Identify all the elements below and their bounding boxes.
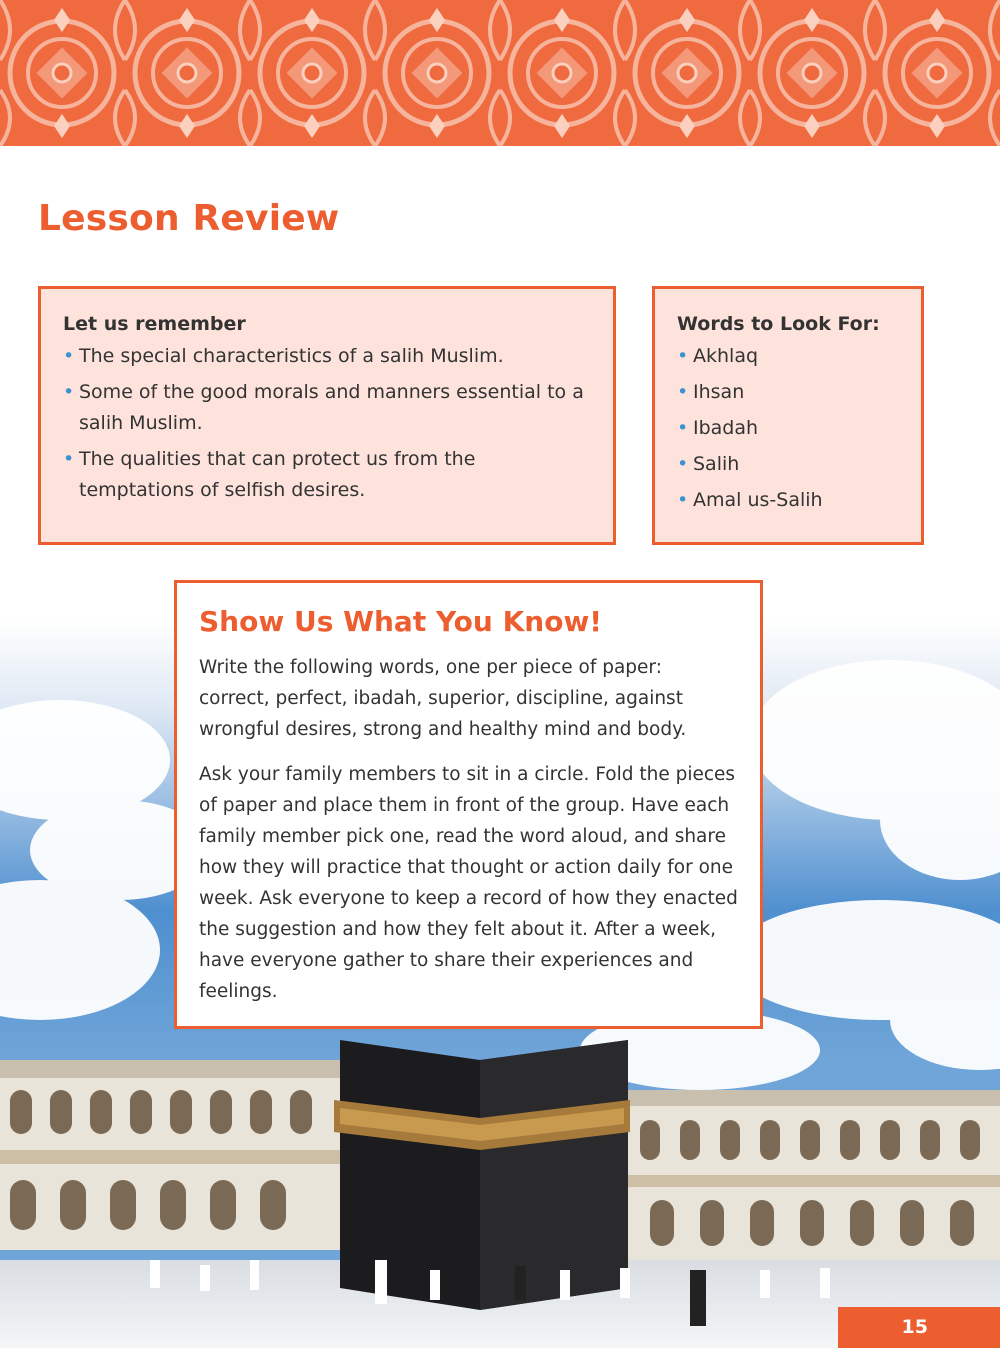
activity-paragraph: Ask your family members to sit in a circle. Fold the pieces of paper and place them in front of the group. Have each family member pick one, read the word aloud, and share how they will practice that thought or action daily for one week. Ask everyone to keep a record of how they enacted the suggestion and how they felt about it. After a week, have everyone gather to share their experiences and feelings. [199,764,738,1002]
list-item [677,377,899,408]
words-list [677,341,899,516]
bullet-icon: • [63,345,75,367]
activity-paragraph: Write the following words, one per piece of paper: correct, perfect, ibadah, superior, discipline, against wrongful desires, strong and healthy mind and body. [199,657,687,740]
bullet-icon: • [63,381,75,403]
activity-title: Show Us What You Know! [199,605,603,638]
decorative-pattern-banner [0,0,1000,146]
list-item-text: The qualities that can protect us from the temptations of selfish desires. [79,448,476,501]
bullet-icon: • [677,417,689,439]
words-box [652,286,924,545]
list-item [63,444,591,506]
list-item-text: Ihsan [693,381,745,403]
list-item [677,449,899,480]
remember-heading: Let us remember [63,313,246,335]
bullet-icon: • [677,489,689,511]
remember-list [63,341,591,506]
list-item [677,413,899,444]
list-item-text: Some of the good morals and manners essential to a salih Muslim. [79,381,584,434]
list-item-text: Akhlaq [693,345,759,367]
list-item-text: Ibadah [693,417,759,439]
list-item-text: Amal us-Salih [693,489,823,511]
list-item [677,485,899,516]
bullet-icon: • [677,381,689,403]
list-item-text: Salih [693,453,740,475]
words-heading: Words to Look For: [677,313,880,335]
bullet-icon: • [677,453,689,475]
bullet-icon: • [63,448,75,470]
page-number-tab [838,1307,1000,1348]
page-number: 15 [901,1316,928,1338]
list-item-text: The special characteristics of a salih Muslim. [79,345,504,367]
remember-box [38,286,616,545]
list-item [63,377,591,439]
bullet-icon: • [677,345,689,367]
list-item [677,341,899,372]
activity-box [174,580,763,1029]
list-item [63,341,591,372]
page-title: Lesson Review [38,198,340,239]
